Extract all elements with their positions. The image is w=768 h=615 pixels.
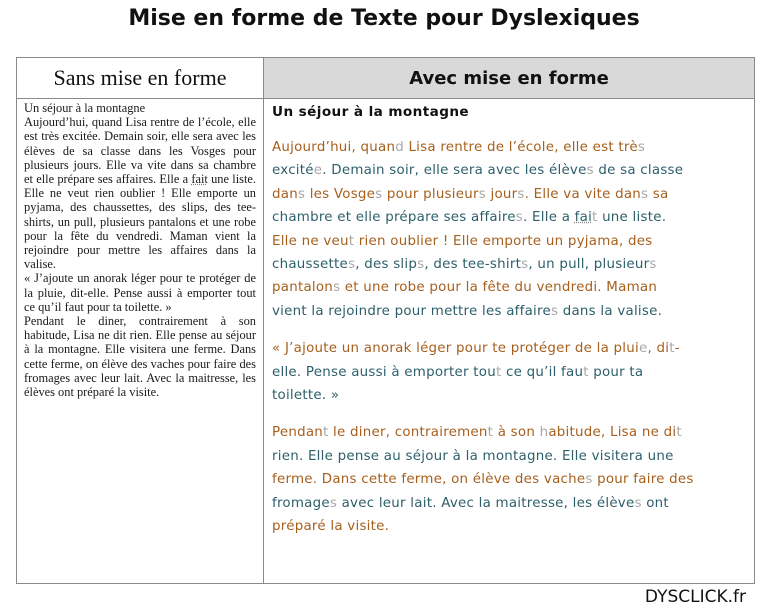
silent-letter: s <box>333 280 341 296</box>
text-segment: toilette. » <box>272 388 340 404</box>
text-line <box>272 230 742 253</box>
text-segment: Pendan <box>272 425 324 441</box>
page-title: Mise en forme de Texte pour Dyslexiques <box>128 6 640 31</box>
text-segment: sa <box>648 186 669 202</box>
silent-letter: s <box>550 303 559 319</box>
silent-letter: t <box>348 233 355 249</box>
text-segment: ont <box>641 495 669 511</box>
text-segment: pantalon <box>272 280 334 296</box>
header-with-formatting: Avec mise en forme <box>264 58 754 98</box>
text-segment: excité <box>272 163 314 179</box>
unformatted-paragraph-3: Pendant le diner, contrairement à son habitude, Lisa ne dit rien. Elle pense au séjour à la montagne. Elle visitera une ferme. Dans cette ferme, on élève des vaches pour faire des fromages avec leur lait. Avec la maitresse, les élèves ont préparé la visite. <box>24 314 256 400</box>
column-divider <box>263 58 264 583</box>
text-segment: chaussette <box>272 257 348 273</box>
unformatted-paragraph-1 <box>24 115 256 271</box>
text-segment: et une robe pour la fête du vendredi. Maman <box>340 280 658 296</box>
text-line <box>272 492 742 515</box>
text-line <box>272 300 742 323</box>
text-line <box>272 337 742 360</box>
silent-letter: t <box>495 364 502 380</box>
silent-letter: s <box>478 186 486 202</box>
text-segment: une liste. <box>597 210 667 226</box>
text-line <box>272 183 742 206</box>
text-line <box>272 515 742 538</box>
silent-letter: s <box>585 472 593 488</box>
text-segment: rien oublier ! Elle emporte un pyjama, des <box>354 233 653 249</box>
text-segment: le diner, contrairemen <box>328 425 488 441</box>
text-segment: de sa classe <box>593 163 684 179</box>
unformatted-text-cell <box>24 101 256 399</box>
formatted-paragraph-3 <box>272 421 742 538</box>
silent-letter: e <box>639 341 648 357</box>
text-segment: , di <box>647 341 670 357</box>
formatted-paragraph-2 <box>272 337 742 407</box>
silent-letter: t <box>676 425 682 441</box>
text-segment: dan <box>272 186 298 202</box>
text-segment: à son <box>493 425 540 441</box>
silent-letter: h <box>539 425 549 441</box>
text-line <box>272 468 742 491</box>
text-line <box>272 361 742 384</box>
text-segment: « J’ajoute un anorak léger pour te protéger de la plui <box>272 341 639 357</box>
text-segment: Aujourd’hui, quand Lisa rentre de l’école, elle est très excitée. Demain soir, elle sera avec les élèves de sa classe dans les Vosges pour plusieurs jours. Elle va vite dans sa chambre et elle prépare ses affaires. Elle a <box>24 115 256 187</box>
silent-letter: s <box>375 186 383 202</box>
formatted-title: Un séjour à la montagne <box>272 104 470 120</box>
text-segment: dans la valise. <box>558 303 663 319</box>
text-line <box>272 136 742 159</box>
text-line <box>272 276 742 299</box>
text-segment: . Elle a <box>523 210 575 226</box>
text-segment: pour ta <box>588 364 644 380</box>
text-line <box>272 159 742 182</box>
text-line <box>272 206 742 229</box>
silent-letter: s <box>517 186 525 202</box>
silent-letter: t <box>323 425 329 441</box>
silent-letter: s <box>634 495 642 511</box>
text-segment: , un pull, plusieur <box>528 257 650 273</box>
text-segment: Elle ne veu <box>272 233 349 249</box>
silent-letter: e <box>313 163 323 179</box>
text-segment: . Demain soir, elle sera avec les élève <box>322 163 587 179</box>
silent-letter: t <box>669 341 675 357</box>
silent-letter: s <box>297 186 306 202</box>
text-segment: ce qu’il fau <box>501 364 584 380</box>
text-line <box>272 253 742 276</box>
silent-letter: d <box>395 140 404 155</box>
comparison-table <box>16 57 755 584</box>
text-segment: avec leur lait. Avec la maitresse, les élève <box>337 495 635 511</box>
silent-letter: s <box>521 257 529 273</box>
text-segment: rien. Elle pense au séjour à la montagne. Elle visitera une <box>272 448 674 464</box>
silent-letter: s <box>417 257 425 273</box>
text-segment: ferme. Dans cette ferme, on élève des vache <box>272 472 586 488</box>
silent-letter: s <box>329 495 338 511</box>
text-segment: pour plusieur <box>382 186 479 202</box>
text-segment: , des tee-shirt <box>424 257 522 273</box>
text-segment: abitude, Lisa ne di <box>548 425 677 441</box>
silent-letter: s <box>637 140 646 155</box>
text-line <box>272 384 742 407</box>
text-segment: les Vosge <box>305 186 376 202</box>
silent-letter: t <box>592 210 598 226</box>
text-line <box>272 421 742 444</box>
text-segment: une liste. Elle ne veut rien oublier ! Elle emporte un pyjama, des chaussettes, des slips, des tee-shirts, un pull, plusieurs pantalons et une robe pour la fête du vendredi. Maman vient la rejoindre pour mettre les affaires dans la valise. <box>24 172 256 272</box>
silent-letter: t <box>583 364 589 380</box>
silent-letter: s <box>515 210 524 226</box>
silent-letter: s <box>641 186 649 202</box>
text-segment: - <box>674 341 680 357</box>
unformatted-paragraph-2: « J’ajoute un anorak léger pour te protéger de la pluie, dit-elle. Pense aussi à emporter tout ce qu’il faut pour ta toilette. » <box>24 271 256 314</box>
text-segment: chambre et elle prépare ses affaire <box>272 210 516 226</box>
formatted-paragraphs <box>272 136 742 539</box>
header-without-formatting: Sans mise en forme <box>53 65 227 90</box>
table-header-row <box>17 58 754 99</box>
brand-logo-text: DYSCLICK.fr <box>644 587 746 607</box>
text-segment: Aujourd’hui, quan <box>272 140 396 155</box>
spellcheck-word: fait <box>191 172 208 187</box>
text-segment: Lisa rentre de l’école, elle est trè <box>403 140 638 155</box>
formatted-text-cell <box>272 104 742 553</box>
text-segment: vient la rejoindre pour mettre les affaire <box>272 303 551 319</box>
unformatted-title: Un séjour à la montagne <box>24 101 146 115</box>
silent-letter: s <box>347 257 356 273</box>
spellcheck-word: fai <box>574 210 593 226</box>
silent-letter: s <box>586 163 594 179</box>
text-segment: , des slip <box>355 257 418 273</box>
formatted-paragraph-1 <box>272 136 742 323</box>
silent-letter: t <box>487 425 494 441</box>
text-segment: jour <box>485 186 518 202</box>
text-segment: . Elle va vite dan <box>524 186 642 202</box>
text-segment: pour faire des <box>592 472 694 488</box>
text-segment: préparé la visite. <box>272 519 390 535</box>
text-line <box>272 445 742 468</box>
text-segment: elle. Pense aussi à emporter tou <box>272 364 496 380</box>
silent-letter: s <box>649 257 657 273</box>
text-segment: fromage <box>272 495 330 511</box>
